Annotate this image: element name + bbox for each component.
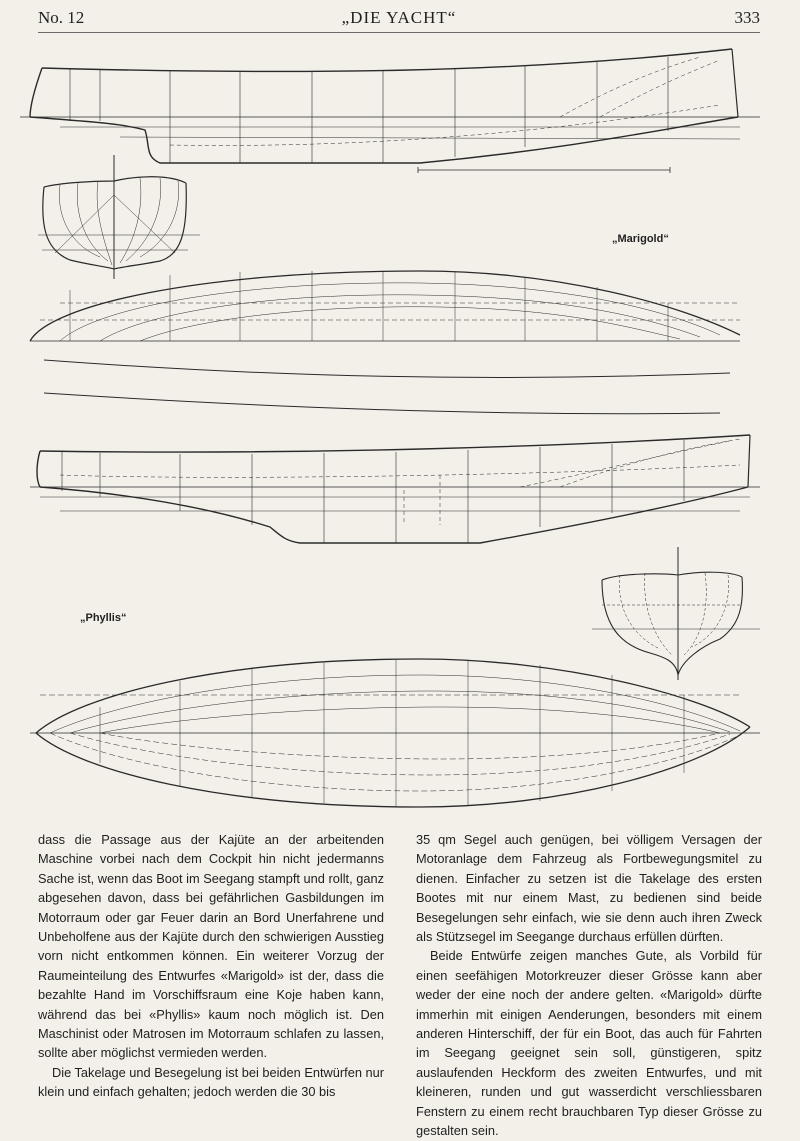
journal-title: „DIE YACHT“ bbox=[341, 8, 457, 27]
right-column bbox=[416, 830, 762, 1141]
paragraph: dass die Passage aus der Kajüte an der arbeitenden Maschine vorbei nach dem Cockpit hin nicht jedermanns Sache ist, wenn das Boot im Seegang stampft und rollt, ganz abgesehen davon, dass bei gefährlichen Gasbildungen im Motorraum oder gar Feuer darin an Bord Unerfahrene und Unbeholfene aus der Kajüte durch den schwierigen Ausstieg vorn nicht entkommen können. Ein weiterer Vorzug der Raumeinteilung des Entwurfes «Marigold» ist der, dass die bezahlte Hand im Vorschiffsraum eine Koje haben kann, während das bei «Phyllis» kaum noch möglich ist. Den Maschinist oder Matrosen im Motorraum schlafen zu lassen, sollte aber möglichst vermieden werden. bbox=[38, 832, 384, 1061]
left-column bbox=[38, 830, 384, 1141]
marigold-deck-curves bbox=[44, 360, 730, 414]
marigold-half-breadth-plan bbox=[30, 271, 740, 341]
issue-number: No. 12 bbox=[38, 8, 85, 27]
article-text bbox=[38, 830, 762, 1141]
paragraph: Beide Entwürfe zeigen manches Gute, als Vorbild für einen seefähigen Motorkreuzer dieser Grösse kann aber weder der eine noch der andere gelten. «Marigold» dürfte immerhin mit einigen Aenderungen, besonders mit einem anderen Hinterschiff, der für ein Boot, das auch für Fahrten im Seegang geeignet sein soll, günstigeren, spitz auslaufenden Heckform des zweiten Entwurfes, und mit kleineren, runden und gut wasserdicht verschliessbaren Fenstern zu einem recht brauchbaren Typ dieser Grösse zu gestalten sein. bbox=[416, 948, 762, 1139]
phyllis-body-plan bbox=[592, 547, 760, 680]
marigold-profile-drawing bbox=[20, 49, 760, 173]
phyllis-half-breadth-plan bbox=[30, 659, 760, 807]
lines-plan-drawings bbox=[0, 35, 800, 825]
page-number: 333 bbox=[734, 8, 760, 27]
paragraph: Die Takelage und Besegelung ist bei beiden Entwürfen nur klein und einfach gehalten; jedoch werden die 30 bis bbox=[38, 1064, 385, 1100]
phyllis-profile-drawing bbox=[30, 435, 760, 543]
marigold-label: „Marigold“ bbox=[612, 233, 669, 245]
marigold-body-plan bbox=[38, 155, 200, 279]
phyllis-label: „Phyllis“ bbox=[80, 612, 127, 624]
paragraph: 35 qm Segel auch genügen, bei völligem Versagen der Motoranlage dem Fahrzeug als Fortbewegungsmitel zu dienen. Einfacher zu setzen ist die Takelage des ersten Bootes mit nur einem Mast, zu bedienen sind beide Besegelungen sehr einfach, wie sie denn auch ihren Zweck als Stützsegel im Seegange durchaus erfüllen dürften. bbox=[416, 832, 762, 945]
page-header bbox=[38, 8, 760, 33]
